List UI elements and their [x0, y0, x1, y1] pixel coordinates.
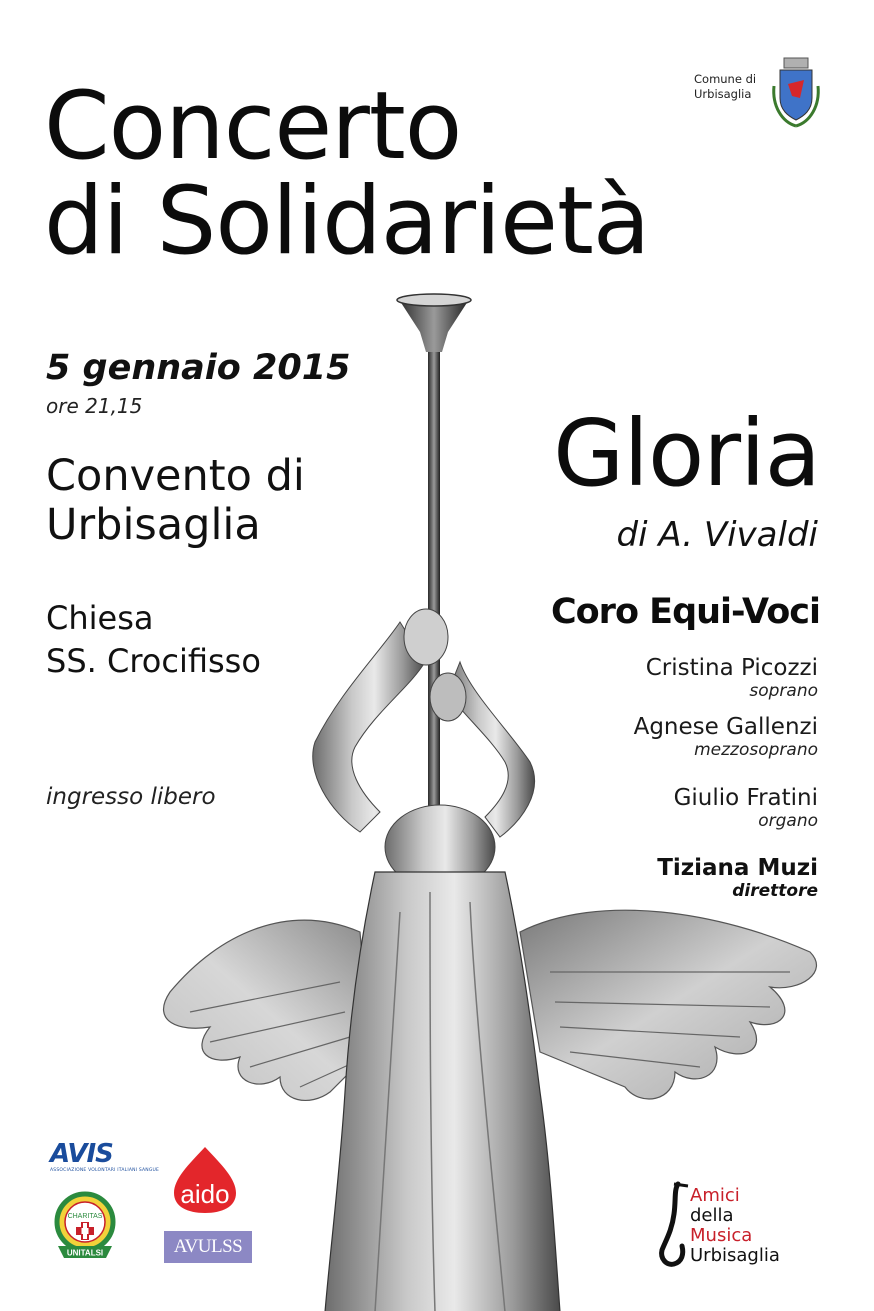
choir-name: Coro Equi-Voci [550, 592, 820, 632]
avulss-logo [164, 1231, 252, 1263]
comune-line-2: Urbisaglia [694, 87, 752, 101]
admission-note: ingresso libero [46, 784, 216, 810]
performer-name: Giulio Fratini [673, 785, 818, 811]
event-date: 5 gennaio 2015 [46, 348, 351, 388]
unitalsi-bottom-label: UNITALSI [66, 1248, 104, 1258]
unitalsi-top-label: CHARITAS [67, 1213, 103, 1220]
organizer-line-2: della [690, 1205, 734, 1226]
organizer-line-1: Amici [690, 1185, 740, 1206]
event-church [46, 597, 261, 683]
performer-name: Agnese Gallenzi [633, 714, 818, 740]
unitalsi-logo [54, 1184, 116, 1264]
performer-name: Tiziana Muzi [657, 855, 818, 881]
comune-line-1: Comune di [694, 72, 757, 86]
poster-title-line-1: Concerto [44, 72, 462, 181]
performer-role: mezzosoprano [694, 740, 818, 760]
avulss-label: AVULSS [173, 1236, 243, 1257]
avis-logo: AVIS [50, 1139, 113, 1169]
performer-role: soprano [749, 681, 818, 701]
avis-logo-subtitle: ASSOCIAZIONE VOLONTARI ITALIANI SANGUE [50, 1168, 160, 1173]
venue-line-1: Convento di [46, 451, 305, 501]
organizer-line-4: Urbisaglia [690, 1245, 780, 1266]
event-venue [46, 452, 305, 551]
event-time: ore 21,15 [46, 394, 143, 418]
composer: di A. Vivaldi [616, 515, 818, 555]
work-title: Gloria [553, 400, 820, 507]
aido-label: aido [180, 1179, 230, 1209]
performer-mezzosoprano [634, 713, 818, 759]
organizer-line-3: Musica [690, 1225, 753, 1246]
performer-role: organo [758, 811, 818, 831]
performer-organ [674, 784, 818, 830]
church-line-2: SS. Crocifisso [46, 642, 261, 681]
organizer-amici-della-musica [690, 1186, 780, 1266]
poster-title-line-2: di Solidarietà [44, 167, 650, 276]
performer-director [657, 854, 818, 900]
performer-soprano [646, 654, 818, 700]
comune-label [694, 72, 756, 102]
church-line-1: Chiesa [46, 599, 154, 637]
performer-name: Cristina Picozzi [645, 655, 818, 681]
performer-role: direttore [732, 881, 818, 901]
aido-logo [164, 1145, 246, 1215]
municipal-crest-icon [770, 56, 822, 130]
venue-line-2: Urbisaglia [46, 500, 261, 551]
